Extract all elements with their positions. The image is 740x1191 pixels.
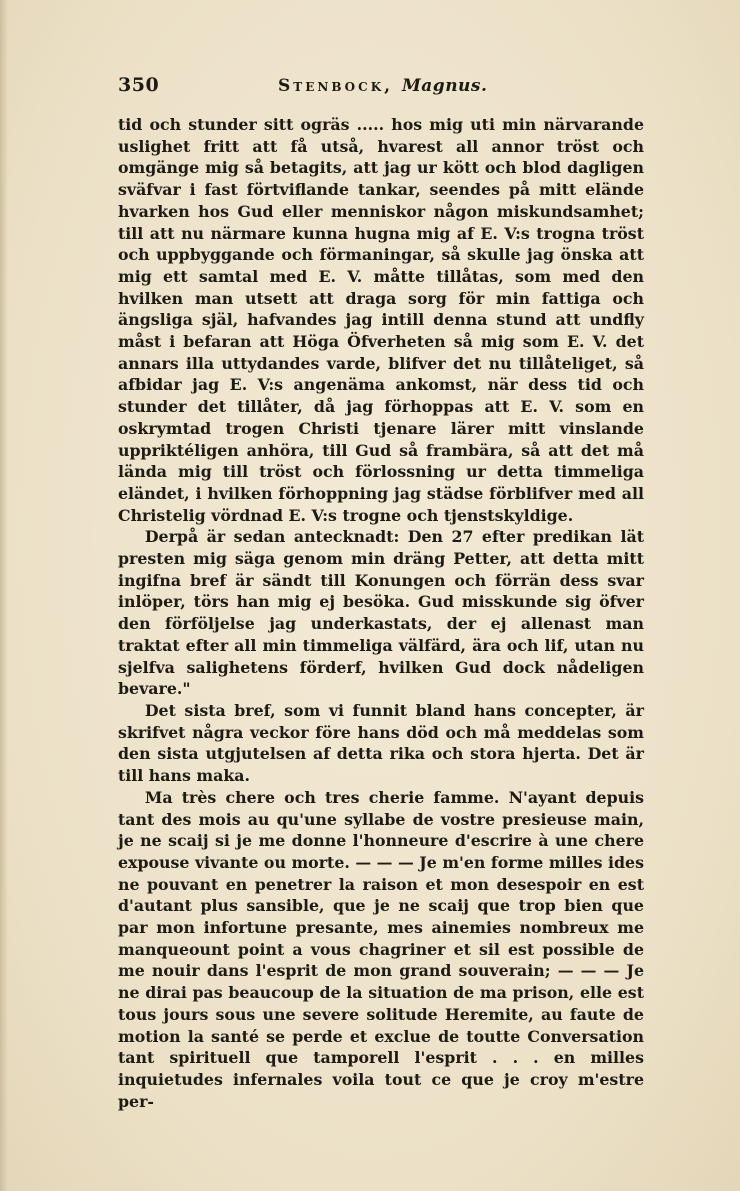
running-head-name: Magnus. <box>401 76 488 96</box>
paragraph-letter-continuation: tid och stunder sitt ogräs ..... hos mig uti min närvarande uslighet fritt att få utså, hvarest all annor tröst och omgänge mig så betagits, att jag ur kött och blod dagligen sväfvar i fast förtviflande tankar, seendes på mitt elände hvarken hos Gud eller menniskor någon miskundsamhet; till att nu närmare kunna hugna mig af E. V:s trogna tröst och uppbyggande och förmaningar, så skulle jag önska att mig ett samtal med E. V. måtte tillåtas, som med den hvilken man utsett att draga sorg för min fattiga och ängsliga själ, hafvandes jag intill denna stund att undfly måst i befaran att Höga Öfverheten så mig som E. V. det annars illa uttydandes varde, blifver det nu tillåteliget, så afbidar jag E. V:s angenäma ankomst, när dess tid och stunder det tillåter, då jag förhoppas att E. V. som en oskrymtad trogen Christi tjenare lärer mitt vinslande uppriktéligen anhöra, till Gud så frambära, så att det må lända mig till tröst och förlossning ur detta timmeliga eländet, i hvilken förhoppning jag städse förblifver med all Christelig vördnad E. V:s trogne och tjenstskyldige. <box>118 115 644 525</box>
running-head <box>278 76 487 96</box>
page-header <box>118 74 648 104</box>
page-edge-shadow <box>0 0 8 1191</box>
paragraph-french-letter: Ma très chere och tres cherie famme. N'ayant depuis tant des mois au qu'une syllabe de vostre presieuse main, je ne scaij si je me donne l'honneure d'escrire à une chere expouse vivante ou morte. — — — Je m'en forme milles ides ne pouvant en penetrer la raison et mon desespoir en est d'autant plus sansible, que je ne scaij que trop bien que par mon infortune presante, mes ainemies nombreux me manqueount point a vous chagriner et sil est possible de me nouir dans l'esprit de mon grand souverain; — — — Je ne dirai pas beaucoup de la situation de ma prison, elle est tous jours sous une severe solitude Heremite, au faute de motion la santé se perde et exclue de toutte Conversation tant spirituell que tamporell l'esprit . . . en milles inquietudes infernales voila tout ce que je croy m'estre per- <box>118 787 644 1111</box>
body-text <box>118 114 644 1112</box>
paragraph-annotation: Derpå är sedan antecknadt: Den 27 efter predikan lät presten mig säga genom min dräng Petter, att detta mitt ingifna bref är sändt till Konungen och förrän dess svar inlöper, törs han mig ej besöka. Gud misskunde sig öfver den förföljelse jag underkastats, der ej allenast man traktat efter all min timmeliga välfärd, ära och lif, utan nu sjelfva salighetens förderf, hvilken Gud dock nådeligen bevare." <box>118 527 644 699</box>
paragraph-intro-last-letter: Det sista bref, som vi funnit bland hans concepter, är skrifvet några veckor före hans död och må meddelas som den sista utgjutelsen af detta rika och stora hjerta. Det är till hans maka. <box>118 700 644 786</box>
running-head-surname: Stenbock, <box>278 76 394 96</box>
page-number: 350 <box>118 74 160 96</box>
